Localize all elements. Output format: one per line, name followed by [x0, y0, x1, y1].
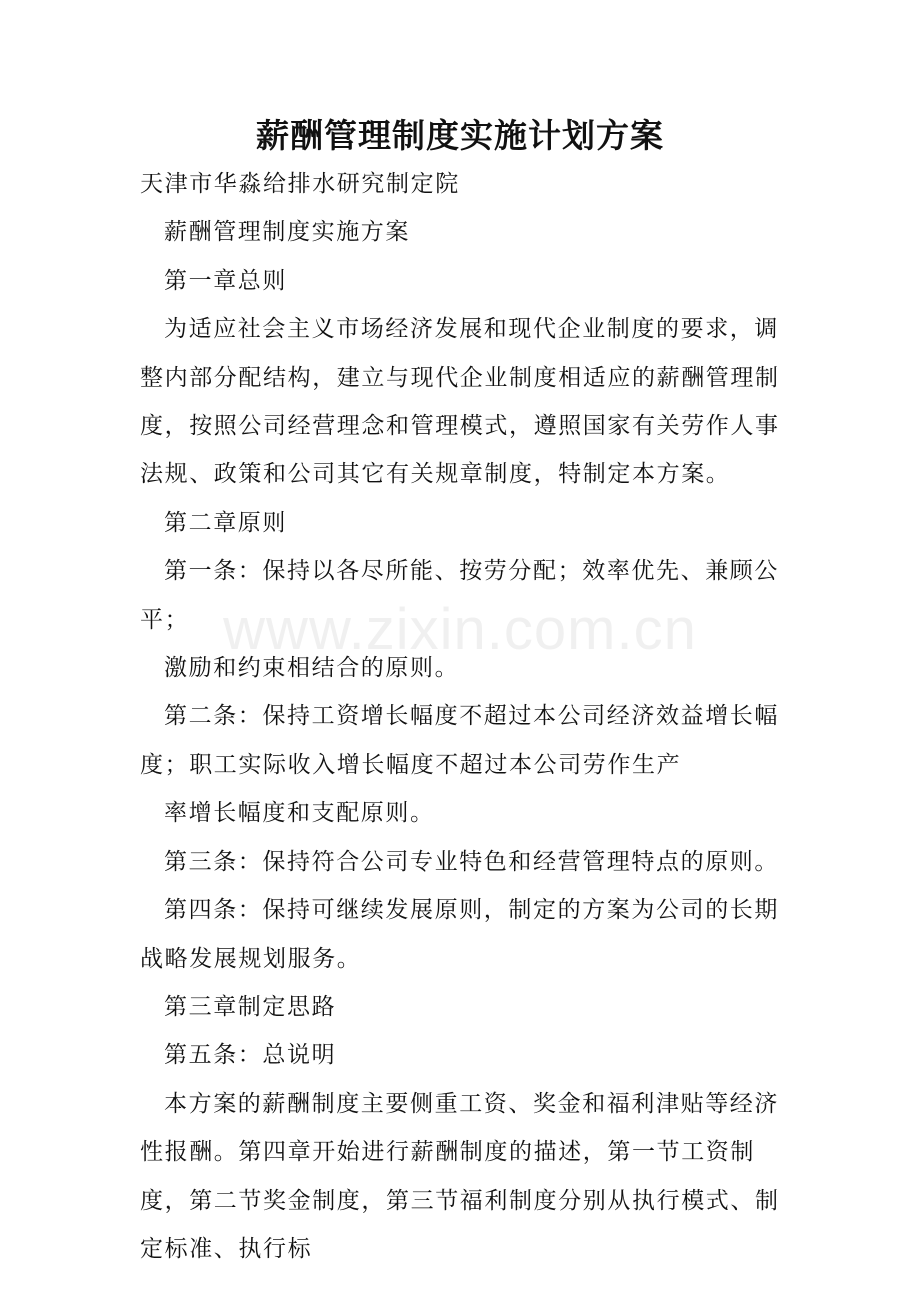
chapter-heading: 第一章总则: [164, 267, 287, 294]
paragraph: 为适应社会主义市场经济发展和现代企业制度的要求，调整内部分配结构，建立与现代企业制度相适应的薪酬管理制度，按照公司经营理念和管理模式，遵照国家有关劳作人事法规、政策和公司其它有关规章制度，特制定本方案。: [140, 316, 780, 488]
paragraph: 天津市华淼给排水研究制定院: [140, 171, 460, 197]
chapter-heading: 第二章原则: [164, 509, 287, 536]
document-body: [140, 160, 790, 1273]
article-paragraph: 第五条：总说明: [164, 1042, 337, 1069]
article-paragraph: 第三条：保持符合公司专业特色和经营管理特点的原则。: [164, 848, 779, 875]
paragraph: 激励和约束相结合的原则。: [164, 655, 460, 682]
paragraph: 本方案的薪酬制度主要侧重工资、奖金和福利津贴等经济性报酬。第四章开始进行薪酬制度的描述，第一节工资制度，第二节奖金制度，第三节福利制度分别从执行模式、制定标准、执行标: [140, 1090, 780, 1262]
chapter-heading: 第三章制定思路: [164, 993, 337, 1020]
article-paragraph: 第二条：保持工资增长幅度不超过本公司经济效益增长幅度；职工实际收入增长幅度不超过本公司劳作生产: [140, 703, 779, 778]
article-paragraph: 第四条：保持可继续发展原则，制定的方案为公司的长期战略发展规划服务。: [140, 897, 779, 972]
paragraph: 率增长幅度和支配原则。: [164, 800, 435, 827]
watermark: www.zixin.com.cn: [223, 597, 697, 662]
paragraph: 薪酬管理制度实施方案: [164, 219, 410, 246]
article-paragraph: 第一条：保持以各尽所能、按劳分配；效率优先、兼顾公平；: [140, 558, 779, 633]
document-title: 薪酬管理制度实施计划方案: [256, 116, 664, 155]
